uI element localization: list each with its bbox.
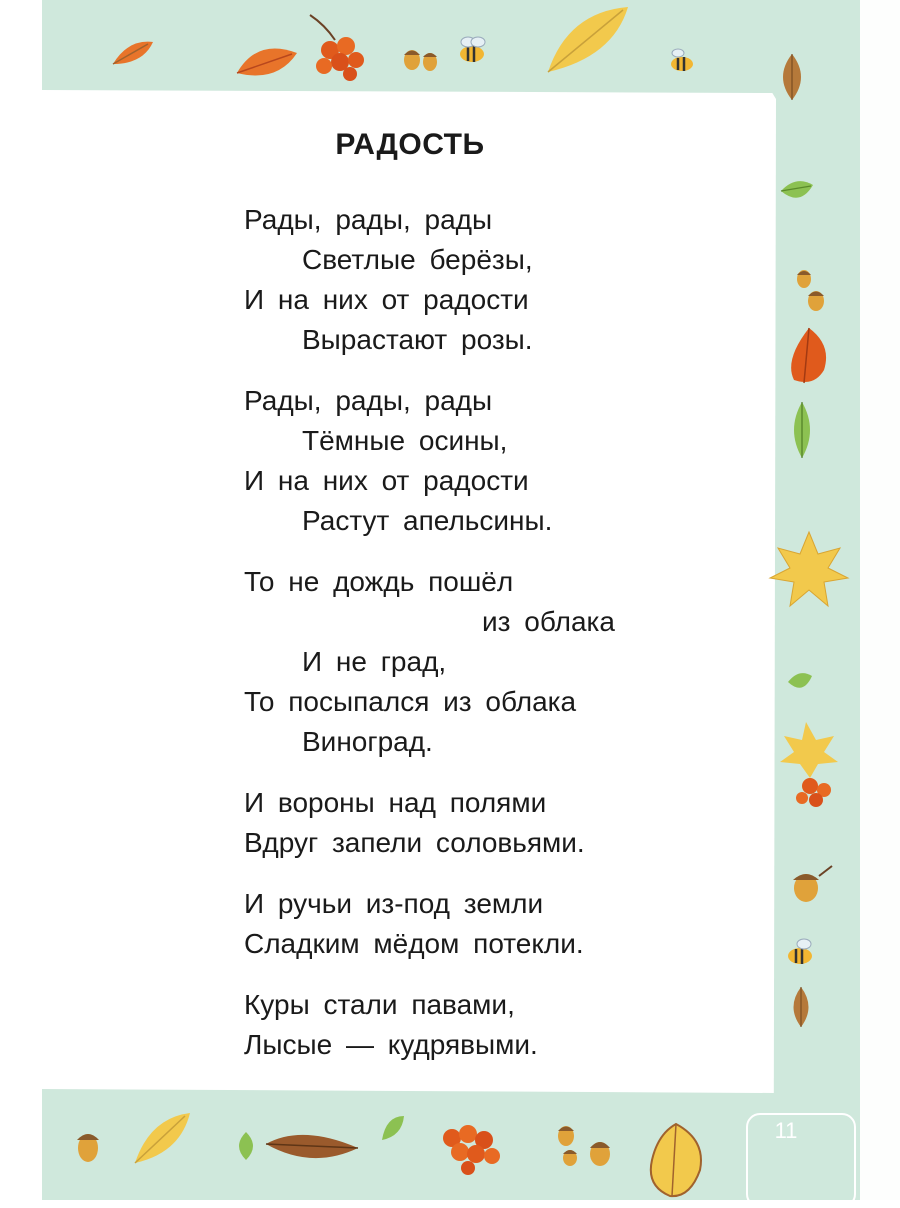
poem-line: Куры стали павами, bbox=[244, 989, 515, 1020]
poem-line: Рады, рады, рады bbox=[244, 385, 493, 416]
poem-line: Вырастают розы. bbox=[302, 324, 533, 355]
poem-line: Сладким мёдом потекли. bbox=[244, 928, 584, 959]
poem-line: Светлые берёзы, bbox=[302, 244, 533, 275]
poem-line: И вороны над полями bbox=[244, 787, 547, 818]
poem-line: Лысые — кудрявыми. bbox=[244, 1029, 538, 1060]
poem-line: из облака bbox=[482, 606, 615, 637]
poem-line: Тёмные осины, bbox=[302, 425, 508, 456]
poem-line: То не дождь пошёл bbox=[244, 566, 514, 597]
poem-line: И на них от радости bbox=[244, 284, 529, 315]
page-number: 11 bbox=[774, 1118, 798, 1143]
poem-title: РАДОСТЬ bbox=[335, 128, 485, 161]
poem-line: Виноград. bbox=[302, 726, 433, 757]
poem-line: Рады, рады, рады bbox=[244, 204, 493, 235]
poem-line: Растут апельсины. bbox=[302, 505, 553, 536]
poem-line: И ручьи из-под земли bbox=[244, 888, 544, 919]
poem-line: И на них от радости bbox=[244, 465, 529, 496]
poem-line: То посыпался из облака bbox=[244, 686, 577, 717]
poem-line: И не град, bbox=[302, 646, 447, 677]
poem-line: Вдруг запели соловьями. bbox=[244, 827, 585, 858]
